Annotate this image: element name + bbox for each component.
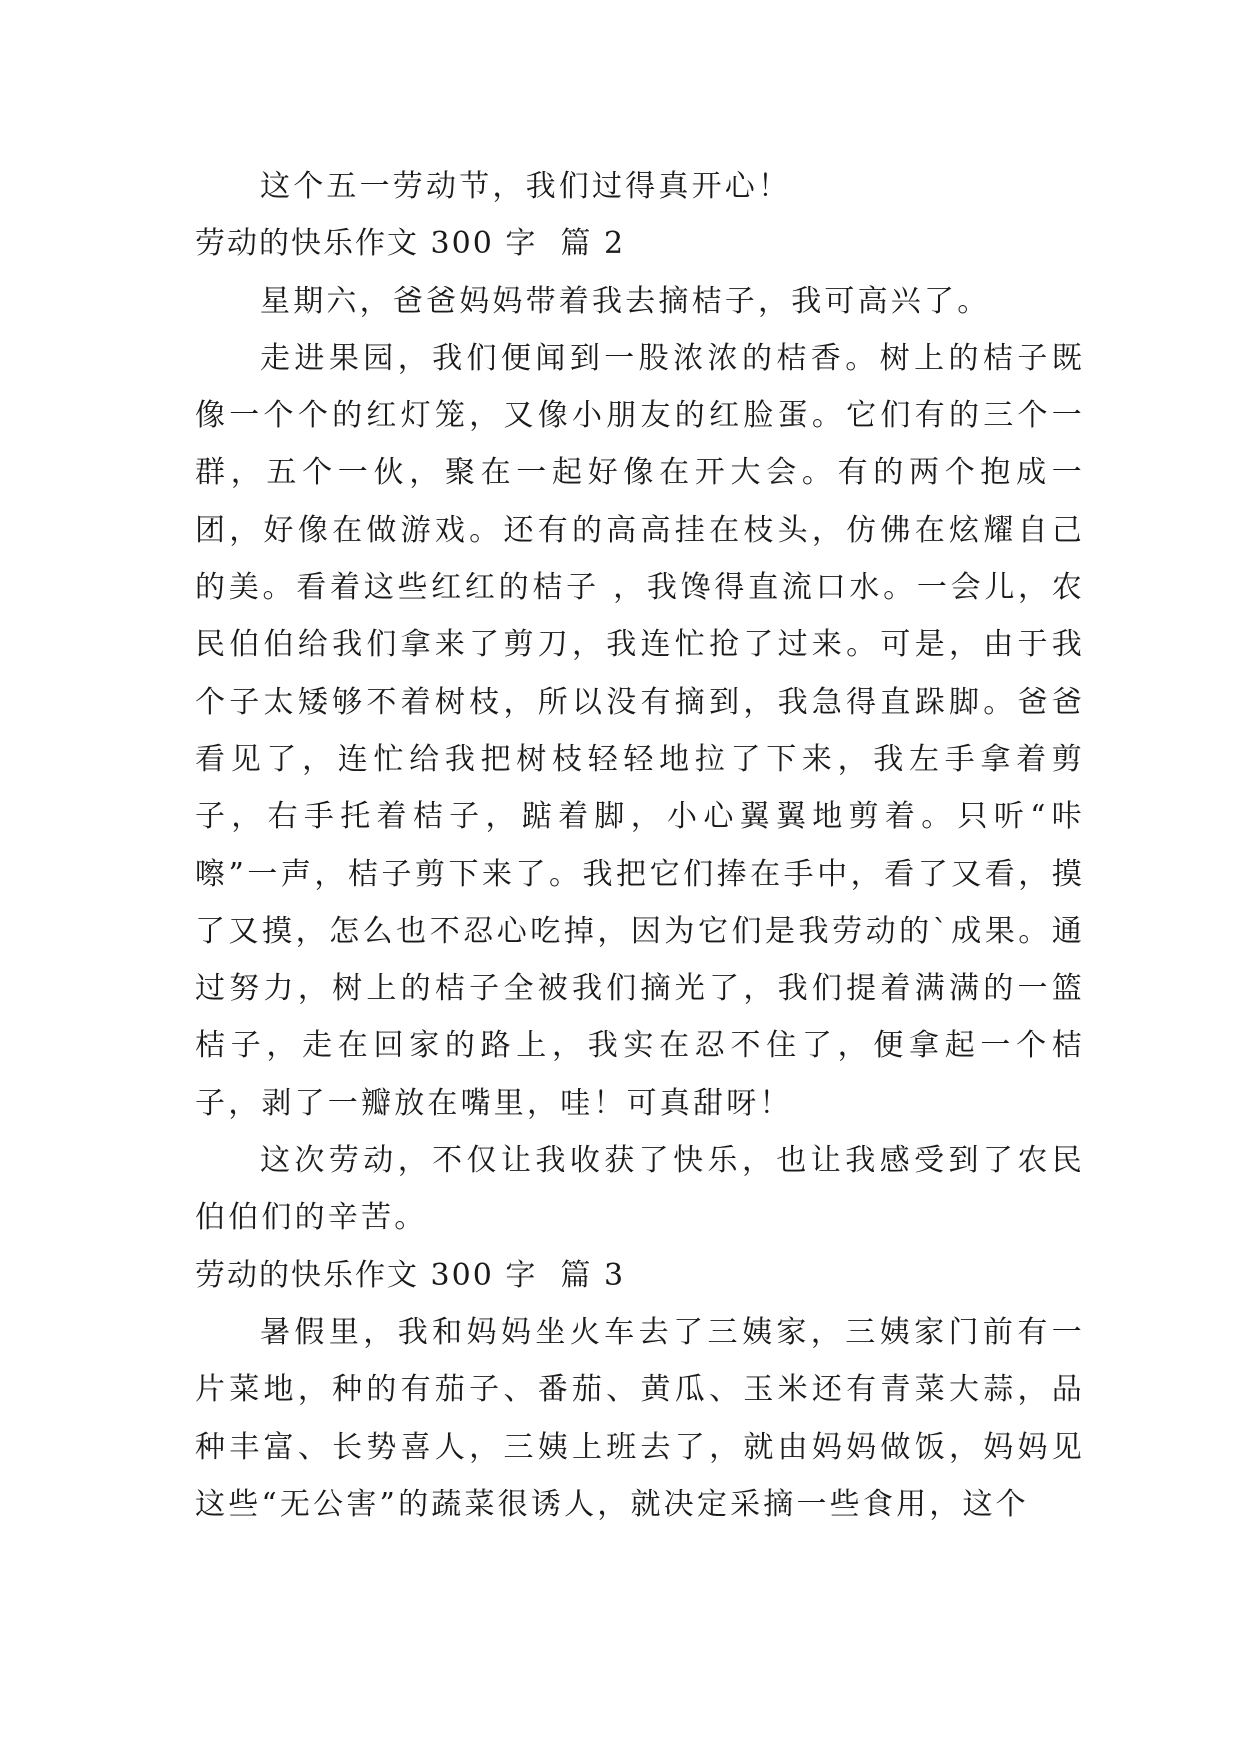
paragraph-closing-may-day: 这个五一劳动节，我们过得真开心！ <box>260 169 792 204</box>
document-body <box>195 158 1085 1533</box>
paragraph-orchard: 走进果园，我们便闻到一股浓浓的桔香。树上的桔子既像一个个的红灯笼，又像小朋友的红脸蛋。它们有的三个一群，五个一伙，聚在一起好像在开大会。有的两个抱成一团，好像在做游戏。还有的高高挂在枝头，仿佛在炫耀自己的美。看着这些红红的桔子 ，我馋得直流口水。一会儿，农民伯伯给我们拿来了剪刀，我连忙抢了过来。可是，由于我个子太矮够不着树枝，所以没有摘到，我急得直跺脚。爸爸看见了，连忙给我把树枝轻轻地拉了下来，我左手拿着剪子，右手托着桔子，踮着脚，小心翼翼地剪着。只听“咔嚓”一声，桔子剪下来了。我把它们捧在手中，看了又看，摸了又摸，怎么也不忍心吃掉，因为它们是我劳动的`成果。通过努力，树上的桔子全被我们摘光了，我们提着满满的一篮桔子，走在回家的路上，我实在忍不住了，便拿起一个桔子，剥了一瓣放在嘴里，哇！可真甜呀！ <box>195 340 1085 1121</box>
paragraph-saturday: 星期六，爸爸妈妈带着我去摘桔子，我可高兴了。 <box>260 283 991 319</box>
paragraph-summer-vacation: 暑假里，我和妈妈坐火车去了三姨家，三姨家门前有一片菜地，种的有茄子、番茄、黄瓜、玉米还有青菜大蒜，品种丰富、长势喜人，三姨上班去了，就由妈妈做饭，妈妈见这些“无公害”的蔬菜很诱人，就决定采摘一些食用，这个 <box>195 1314 1085 1522</box>
section-heading-essay-3: 劳动的快乐作文 300 字 篇 3 <box>195 1257 626 1293</box>
paragraph-conclusion: 这次劳动，不仅让我收获了快乐，也让我感受到了农民伯伯们的辛苦。 <box>195 1143 1085 1236</box>
section-heading-essay-2: 劳动的快乐作文 300 字 篇 2 <box>195 226 626 262</box>
